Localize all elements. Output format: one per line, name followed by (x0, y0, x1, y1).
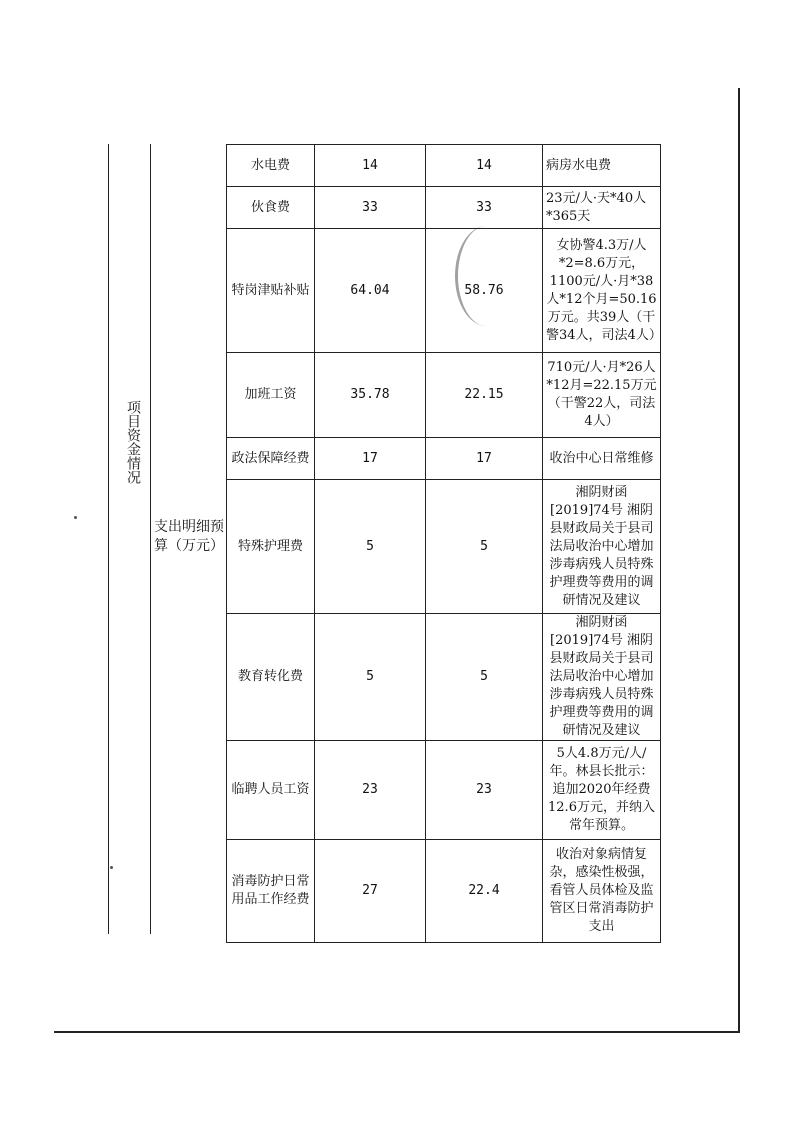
item-amount: 5 (426, 614, 543, 741)
item-note: 女协警4.3万/人*2=8.6万元，1100元/人·月*38人*12个月=50.16万元。共39人（干警34人，司法4人） (543, 229, 661, 353)
table-row (227, 614, 661, 741)
table-row (227, 229, 661, 353)
item-note: 湘阴财函[2019]74号 湘阴县财政局关于县司法局收治中心增加涉毒病残人员特殊护理费等费用的调研情况及建议 (543, 480, 661, 614)
table-row (227, 438, 661, 480)
item-name: 临聘人员工资 (227, 741, 315, 840)
item-amount: 14 (426, 145, 543, 187)
item-amount: 5 (426, 480, 543, 614)
scan-speck (110, 866, 113, 869)
outer-left-border (108, 144, 109, 934)
item-budget: 5 (315, 480, 426, 614)
item-amount: 23 (426, 741, 543, 840)
budget-items-table (226, 144, 661, 943)
item-budget: 17 (315, 438, 426, 480)
item-note: 收治中心日常维修 (543, 438, 661, 480)
item-budget: 5 (315, 614, 426, 741)
page-right-border (738, 88, 740, 1032)
table-row (227, 353, 661, 438)
item-name: 特殊护理费 (227, 480, 315, 614)
sub-label: 支出明细预算（万元） (154, 519, 224, 554)
scan-speck (74, 516, 77, 519)
item-amount: 22.15 (426, 353, 543, 438)
item-name: 特岗津贴补贴 (227, 229, 315, 353)
item-amount: 22.4 (426, 840, 543, 943)
table-row (227, 741, 661, 840)
item-name: 加班工资 (227, 353, 315, 438)
table-row (227, 840, 661, 943)
page-bottom-border (54, 1031, 740, 1033)
item-name: 伙食费 (227, 187, 315, 229)
inner-left-border (150, 144, 151, 934)
item-amount: 33 (426, 187, 543, 229)
item-note: 23元/人·天*40人*365天 (543, 187, 661, 229)
item-name: 消毒防护日常用品工作经费 (227, 840, 315, 943)
section-label: 项目资金情况 (125, 400, 141, 484)
table-row (227, 187, 661, 229)
item-budget: 35.78 (315, 353, 426, 438)
item-name: 教育转化费 (227, 614, 315, 741)
item-note: 湘阴财函[2019]74号 湘阴县财政局关于县司法局收治中心增加涉毒病残人员特殊护理费等费用的调研情况及建议 (543, 614, 661, 741)
item-amount: 17 (426, 438, 543, 480)
item-budget: 23 (315, 741, 426, 840)
item-budget: 14 (315, 145, 426, 187)
item-note: 病房水电费 (543, 145, 661, 187)
item-budget: 64.04 (315, 229, 426, 353)
item-amount: 58.76 (426, 229, 543, 353)
item-name: 水电费 (227, 145, 315, 187)
item-note: 710元/人·月*26人*12月=22.15万元（干警22人，司法4人） (543, 353, 661, 438)
item-note: 5人4.8万元/人/年。林县长批示：追加2020年经费12.6万元，并纳入常年预算。 (543, 741, 661, 840)
item-name: 政法保障经费 (227, 438, 315, 480)
item-note: 收治对象病情复杂，感染性极强，看管人员体检及监管区日常消毒防护支出 (543, 840, 661, 943)
item-budget: 33 (315, 187, 426, 229)
item-budget: 27 (315, 840, 426, 943)
table-row (227, 480, 661, 614)
table-row (227, 145, 661, 187)
